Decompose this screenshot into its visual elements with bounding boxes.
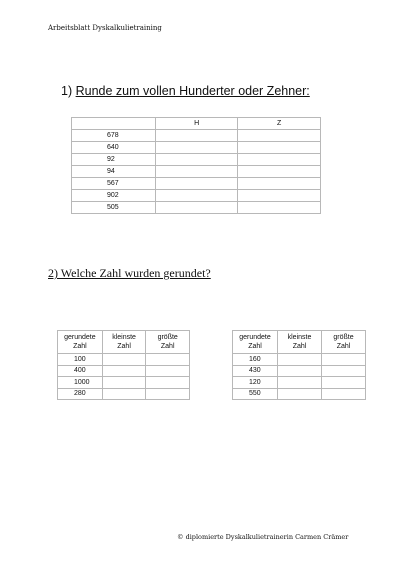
exercise-1-title: Runde zum vollen Hunderter oder Zehner: bbox=[75, 84, 310, 98]
copyright-footer: © diplomierte Dyskalkulietrainerin Carmen Crämer bbox=[177, 533, 349, 541]
table-row bbox=[72, 142, 321, 154]
page-header: Arbeitsblatt Dyskalkulietraining bbox=[48, 24, 162, 32]
answer-cell-smallest[interactable] bbox=[278, 388, 322, 400]
exercise-1-number: 1) bbox=[61, 84, 73, 98]
table-row bbox=[72, 130, 321, 142]
answer-cell-hundreds[interactable] bbox=[155, 154, 238, 166]
answer-cell-smallest[interactable] bbox=[102, 354, 146, 366]
number-cell: 92 bbox=[72, 154, 156, 166]
rounded-number-cell: 550 bbox=[233, 388, 278, 400]
table-row bbox=[72, 154, 321, 166]
answer-cell-tens[interactable] bbox=[238, 202, 321, 214]
column-header-hundreds: H bbox=[155, 118, 238, 130]
rounded-number-cell: 160 bbox=[233, 354, 278, 366]
number-cell: 567 bbox=[72, 178, 156, 190]
table-row bbox=[72, 190, 321, 202]
column-header-number bbox=[72, 118, 156, 130]
answer-cell-largest[interactable] bbox=[322, 365, 366, 377]
number-cell: 505 bbox=[72, 202, 156, 214]
number-cell: 902 bbox=[72, 190, 156, 202]
table-row bbox=[233, 377, 366, 389]
table-row bbox=[58, 354, 190, 366]
answer-cell-smallest[interactable] bbox=[278, 365, 322, 377]
rounded-numbers-table-left bbox=[57, 330, 190, 400]
answer-cell-tens[interactable] bbox=[238, 166, 321, 178]
column-header-largest: größte Zahl bbox=[322, 331, 366, 354]
table-row bbox=[58, 377, 190, 389]
rounded-number-cell: 1000 bbox=[58, 377, 103, 389]
table-row bbox=[233, 354, 366, 366]
exercise-2-title: 2) Welche Zahl wurden gerundet? bbox=[48, 266, 211, 280]
number-cell: 678 bbox=[72, 130, 156, 142]
answer-cell-hundreds[interactable] bbox=[155, 190, 238, 202]
rounded-number-cell: 280 bbox=[58, 388, 103, 400]
answer-cell-tens[interactable] bbox=[238, 154, 321, 166]
rounding-table bbox=[71, 117, 321, 214]
table-row bbox=[72, 166, 321, 178]
table-row bbox=[233, 365, 366, 377]
answer-cell-largest[interactable] bbox=[146, 365, 190, 377]
answer-cell-smallest[interactable] bbox=[278, 354, 322, 366]
column-header-smallest: kleinste Zahl bbox=[102, 331, 146, 354]
answer-cell-largest[interactable] bbox=[322, 354, 366, 366]
answer-cell-tens[interactable] bbox=[238, 142, 321, 154]
answer-cell-largest[interactable] bbox=[146, 354, 190, 366]
answer-cell-hundreds[interactable] bbox=[155, 130, 238, 142]
answer-cell-largest[interactable] bbox=[322, 388, 366, 400]
answer-cell-hundreds[interactable] bbox=[155, 202, 238, 214]
table-header-row bbox=[58, 331, 190, 354]
rounded-number-cell: 100 bbox=[58, 354, 103, 366]
column-header-rounded: gerundete Zahl bbox=[58, 331, 103, 354]
answer-cell-largest[interactable] bbox=[322, 377, 366, 389]
table-row bbox=[58, 365, 190, 377]
column-header-smallest: kleinste Zahl bbox=[278, 331, 322, 354]
column-header-largest: größte Zahl bbox=[146, 331, 190, 354]
table-row bbox=[72, 202, 321, 214]
answer-cell-smallest[interactable] bbox=[278, 377, 322, 389]
answer-cell-hundreds[interactable] bbox=[155, 166, 238, 178]
rounded-numbers-table-right bbox=[232, 330, 366, 400]
answer-cell-smallest[interactable] bbox=[102, 365, 146, 377]
table-row bbox=[233, 388, 366, 400]
table-row bbox=[58, 388, 190, 400]
table-header-row bbox=[72, 118, 321, 130]
answer-cell-largest[interactable] bbox=[146, 377, 190, 389]
rounded-number-cell: 400 bbox=[58, 365, 103, 377]
exercise-1-heading bbox=[61, 84, 310, 98]
number-cell: 94 bbox=[72, 166, 156, 178]
answer-cell-smallest[interactable] bbox=[102, 377, 146, 389]
answer-cell-tens[interactable] bbox=[238, 130, 321, 142]
answer-cell-smallest[interactable] bbox=[102, 388, 146, 400]
table-row bbox=[72, 178, 321, 190]
rounded-number-cell: 120 bbox=[233, 377, 278, 389]
answer-cell-hundreds[interactable] bbox=[155, 178, 238, 190]
answer-cell-hundreds[interactable] bbox=[155, 142, 238, 154]
column-header-tens: Z bbox=[238, 118, 321, 130]
answer-cell-tens[interactable] bbox=[238, 190, 321, 202]
table-header-row bbox=[233, 331, 366, 354]
answer-cell-tens[interactable] bbox=[238, 178, 321, 190]
rounded-number-cell: 430 bbox=[233, 365, 278, 377]
answer-cell-largest[interactable] bbox=[146, 388, 190, 400]
number-cell: 640 bbox=[72, 142, 156, 154]
column-header-rounded: gerundete Zahl bbox=[233, 331, 278, 354]
